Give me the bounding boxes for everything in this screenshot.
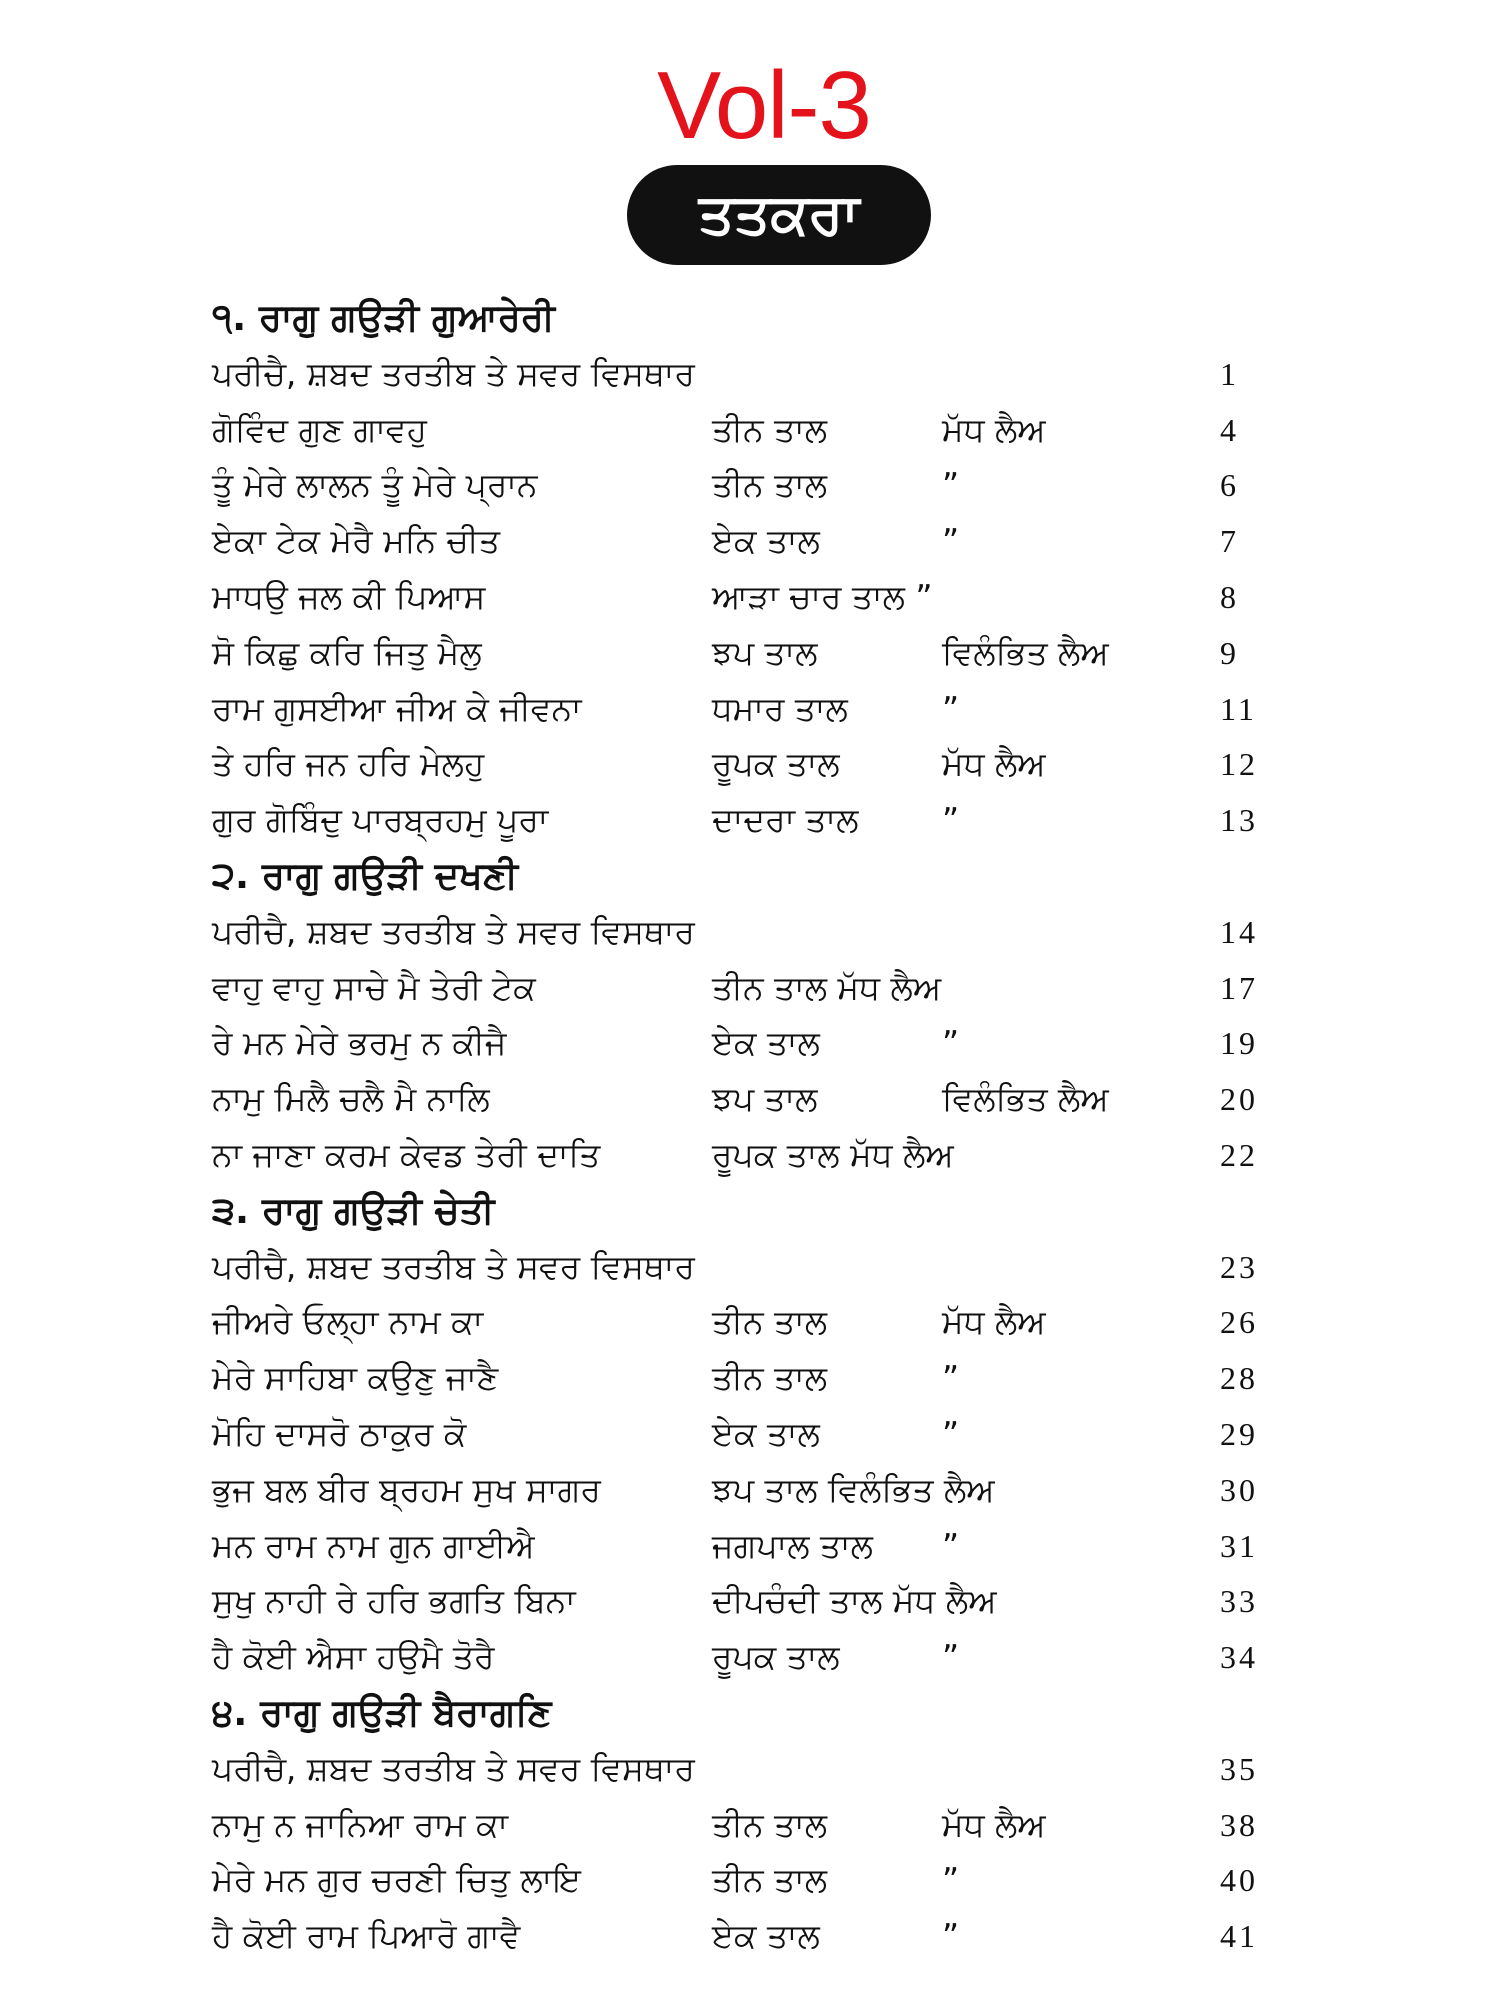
toc-entry xyxy=(0,1241,1500,1293)
entry-taal: ਤੀਨ ਤਾਲ xyxy=(712,465,828,504)
toc-entry xyxy=(0,1799,1500,1851)
entry-page-number: 19 xyxy=(1220,1025,1258,1061)
entry-laya: ” xyxy=(942,1860,960,1899)
entry-laya: ” xyxy=(942,521,960,560)
toc-title: ਤਤਕਰਾ xyxy=(698,182,860,247)
entry-page-number: 23 xyxy=(1220,1249,1258,1285)
toc-entry xyxy=(0,1743,1500,1795)
entry-title: ਹੈ ਕੋਈ ਐਸਾ ਹਉਮੈ ਤੋਰੈ xyxy=(212,1637,495,1676)
section-title: ੨. ਰਾਗੁ ਗਉੜੀ ਦਖਣੀ xyxy=(212,854,518,897)
entry-title: ਮੇਰੇ ਮਨ ਗੁਰ ਚਰਣੀ ਚਿਤੁ ਲਾਇ xyxy=(212,1860,581,1899)
entry-title: ਸੋ ਕਿਛੁ ਕਰਿ ਜਿਤੁ ਮੈਲੁ xyxy=(212,633,482,672)
entry-page-number: 31 xyxy=(1220,1528,1258,1564)
entry-title: ਨਾਮੁ ਨ ਜਾਨਿਆ ਰਾਮ ਕਾ xyxy=(212,1805,509,1844)
entry-page-number: 8 xyxy=(1220,579,1239,615)
section-title: ੪. ਰਾਗੁ ਗਉੜੀ ਬੈਰਾਗਣਿ xyxy=(212,1691,552,1734)
entry-page-number: 7 xyxy=(1220,523,1239,559)
entry-page-number: 29 xyxy=(1220,1416,1258,1452)
toc-entry xyxy=(0,459,1500,511)
entry-title: ਤੇ ਹਰਿ ਜਨ ਹਰਿ ਮੇਲਹੁ xyxy=(212,744,485,783)
entry-title: ਪਰੀਚੈ, ਸ਼ਬਦ ਤਰਤੀਬ ਤੇ ਸਵਰ ਵਿਸਥਾਰ xyxy=(212,1247,695,1286)
entry-laya: ” xyxy=(942,1023,960,1062)
entry-page-number: 11 xyxy=(1220,691,1257,727)
entry-taal: ਤੀਨ ਤਾਲ xyxy=(712,1805,828,1844)
entry-laya: ” xyxy=(942,1414,960,1453)
entry-laya: ਮੱਧ ਲੈਅ xyxy=(942,1805,1046,1844)
entry-taal: ਏਕ ਤਾਲ xyxy=(712,521,820,560)
toc-entry xyxy=(0,1910,1500,1962)
entry-taal: ਤੀਨ ਤਾਲ xyxy=(712,410,828,449)
entry-laya: ਮੱਧ ਲੈਅ xyxy=(942,1302,1046,1341)
entry-taal: ਧਮਾਰ ਤਾਲ xyxy=(712,689,848,728)
entry-laya: ਮੱਧ ਲੈਅ xyxy=(942,410,1046,449)
entry-title: ਵਾਹੁ ਵਾਹੁ ਸਾਚੇ ਮੈ ਤੇਰੀ ਟੇਕ xyxy=(212,968,536,1007)
entry-page-number: 13 xyxy=(1220,802,1258,838)
entry-title: ਗੁਰ ਗੋਬਿੰਦੁ ਪਾਰਬ੍ਰਹਮੁ ਪੂਰਾ xyxy=(212,800,549,839)
entry-laya: ” xyxy=(942,1358,960,1397)
toc-section-heading xyxy=(0,1185,1500,1237)
entry-laya: ” xyxy=(942,1916,960,1955)
entry-taal: ਝਪ ਤਾਲ xyxy=(712,1079,818,1118)
entry-title: ਨਾਮੁ ਮਿਲੈ ਚਲੈ ਮੈ ਨਾਲਿ xyxy=(212,1079,490,1118)
section-title: ੩. ਰਾਗੁ ਗਉੜੀ ਚੇਤੀ xyxy=(212,1189,495,1232)
entry-taal: ਰੂਪਕ ਤਾਲ xyxy=(712,744,840,783)
entry-title: ਤੂੰ ਮੇਰੇ ਲਾਲਨ ਤੂੰ ਮੇਰੇ ਪ੍ਰਾਨ xyxy=(212,465,538,504)
entry-taal: ਝਪ ਤਾਲ xyxy=(712,633,818,672)
toc-entry xyxy=(0,348,1500,400)
entry-taal: ਰੂਪਕ ਤਾਲ xyxy=(712,1637,840,1676)
entry-title: ਗੋਵਿੰਦ ਗੁਣ ਗਾਵਹੁ xyxy=(212,410,427,449)
entry-laya: ” xyxy=(942,689,960,728)
toc-entry xyxy=(0,1408,1500,1460)
entry-page-number: 33 xyxy=(1220,1583,1258,1619)
entry-title: ਸੁਖੁ ਨਾਹੀ ਰੇ ਹਰਿ ਭਗਤਿ ਬਿਨਾ xyxy=(212,1581,576,1620)
entry-page-number: 35 xyxy=(1220,1751,1258,1787)
entry-page-number: 1 xyxy=(1220,356,1239,392)
entry-title: ਮੋਹਿ ਦਾਸਰੋ ਠਾਕੁਰ ਕੋ xyxy=(212,1414,467,1453)
entry-laya: ” xyxy=(942,465,960,504)
toc-entry xyxy=(0,1017,1500,1069)
toc-section-heading xyxy=(0,850,1500,902)
entry-title: ਮੇਰੇ ਸਾਹਿਬਾ ਕਉਣੁ ਜਾਣੈ xyxy=(212,1358,499,1397)
entry-taal: ਤੀਨ ਤਾਲ xyxy=(712,1860,828,1899)
entry-taal: ਆੜਾ ਚਾਰ ਤਾਲ ” xyxy=(712,577,933,616)
entry-title: ਪਰੀਚੈ, ਸ਼ਬਦ ਤਰਤੀਬ ਤੇ ਸਵਰ ਵਿਸਥਾਰ xyxy=(212,1749,695,1788)
entry-laya: ” xyxy=(942,800,960,839)
entry-taal: ਏਕ ਤਾਲ xyxy=(712,1916,820,1955)
toc-entry xyxy=(0,1575,1500,1627)
entry-laya: ਵਿਲੰਭਿਤ ਲੈਅ xyxy=(942,1079,1109,1118)
entry-page-number: 30 xyxy=(1220,1472,1258,1508)
entry-page-number: 34 xyxy=(1220,1639,1258,1675)
entry-title: ਰਾਮ ਗੁਸਈਆ ਜੀਅ ਕੇ ਜੀਵਨਾ xyxy=(212,689,582,728)
entry-laya: ਵਿਲੰਭਿਤ ਲੈਅ xyxy=(942,633,1109,672)
toc-entry xyxy=(0,627,1500,679)
entry-title: ਰੇ ਮਨ ਮੇਰੇ ਭਰਮੁ ਨ ਕੀਜੈ xyxy=(212,1023,507,1062)
toc-entry xyxy=(0,1631,1500,1683)
toc-entry xyxy=(0,906,1500,958)
entry-laya: ਮੱਧ ਲੈਅ xyxy=(942,744,1046,783)
toc-entry xyxy=(0,683,1500,735)
entry-page-number: 22 xyxy=(1220,1137,1258,1173)
section-title: ੧. ਰਾਗੁ ਗਉੜੀ ਗੁਆਰੇਰੀ xyxy=(212,296,555,339)
entry-page-number: 26 xyxy=(1220,1304,1258,1340)
toc-entry xyxy=(0,1129,1500,1181)
entry-page-number: 12 xyxy=(1220,746,1258,782)
entry-title: ਹੈ ਕੋਈ ਰਾਮ ਪਿਆਰੋ ਗਾਵੈ xyxy=(212,1916,521,1955)
entry-taal: ਦਾਦਰਾ ਤਾਲ xyxy=(712,800,859,839)
entry-laya: ” xyxy=(942,1526,960,1565)
entry-title: ਪਰੀਚੈ, ਸ਼ਬਦ ਤਰਤੀਬ ਤੇ ਸਵਰ ਵਿਸਥਾਰ xyxy=(212,354,695,393)
entry-taal: ਝਪ ਤਾਲ ਵਿਲੰਭਿਤ ਲੈਅ xyxy=(712,1470,995,1509)
entry-page-number: 9 xyxy=(1220,635,1239,671)
entry-taal: ਏਕ ਤਾਲ xyxy=(712,1414,820,1453)
toc-entry xyxy=(0,1296,1500,1348)
entry-taal: ਤੀਨ ਤਾਲ xyxy=(712,1358,828,1397)
entry-title: ਮਾਧਉ ਜਲ ਕੀ ਪਿਆਸ xyxy=(212,577,486,616)
toc-entry xyxy=(0,515,1500,567)
entry-taal: ਤੀਨ ਤਾਲ ਮੱਧ ਲੈਅ xyxy=(712,968,942,1007)
volume-label: Vol-3 xyxy=(657,52,871,159)
entry-taal: ਦੀਪਚੰਦੀ ਤਾਲ ਮੱਧ ਲੈਅ xyxy=(712,1581,997,1620)
toc-entry xyxy=(0,794,1500,846)
entry-page-number: 41 xyxy=(1220,1918,1258,1954)
toc-entry xyxy=(0,1854,1500,1906)
entry-title: ਨਾ ਜਾਣਾ ਕਰਮ ਕੇਵਡ ਤੇਰੀ ਦਾਤਿ xyxy=(212,1135,601,1174)
entry-taal: ਜਗਪਾਲ ਤਾਲ xyxy=(712,1526,873,1565)
entry-title: ਮਨ ਰਾਮ ਨਾਮ ਗੁਨ ਗਾਈਐ xyxy=(212,1526,535,1565)
entry-page-number: 17 xyxy=(1220,970,1258,1006)
entry-title: ਭੁਜ ਬਲ ਬੀਰ ਬ੍ਰਹਮ ਸੁਖ ਸਾਗਰ xyxy=(212,1470,601,1509)
toc-entry xyxy=(0,1352,1500,1404)
entry-title: ਏਕਾ ਟੇਕ ਮੇਰੈ ਮਨਿ ਚੀਤ xyxy=(212,521,500,560)
entry-page-number: 28 xyxy=(1220,1360,1258,1396)
toc-entry xyxy=(0,962,1500,1014)
entry-taal: ਤੀਨ ਤਾਲ xyxy=(712,1302,828,1341)
entry-page-number: 4 xyxy=(1220,412,1239,448)
toc-entry xyxy=(0,571,1500,623)
entry-laya: ” xyxy=(942,1637,960,1676)
entry-taal: ਰੂਪਕ ਤਾਲ ਮੱਧ ਲੈਅ xyxy=(712,1135,954,1174)
toc-entry xyxy=(0,738,1500,790)
entry-title: ਜੀਅਰੇ ਓਲ੍ਹਾ ਨਾਮ ਕਾ xyxy=(212,1302,484,1341)
entry-page-number: 6 xyxy=(1220,467,1239,503)
entry-taal: ਏਕ ਤਾਲ xyxy=(712,1023,820,1062)
toc-entry xyxy=(0,404,1500,456)
toc-entry xyxy=(0,1073,1500,1125)
entry-title: ਪਰੀਚੈ, ਸ਼ਬਦ ਤਰਤੀਬ ਤੇ ਸਵਰ ਵਿਸਥਾਰ xyxy=(212,912,695,951)
toc-section-heading xyxy=(0,1687,1500,1739)
toc-entry xyxy=(0,1464,1500,1516)
toc-entry xyxy=(0,1520,1500,1572)
entry-page-number: 14 xyxy=(1220,914,1258,950)
entry-page-number: 40 xyxy=(1220,1862,1258,1898)
entry-page-number: 38 xyxy=(1220,1807,1258,1843)
entry-page-number: 20 xyxy=(1220,1081,1258,1117)
toc-section-heading xyxy=(0,292,1500,344)
